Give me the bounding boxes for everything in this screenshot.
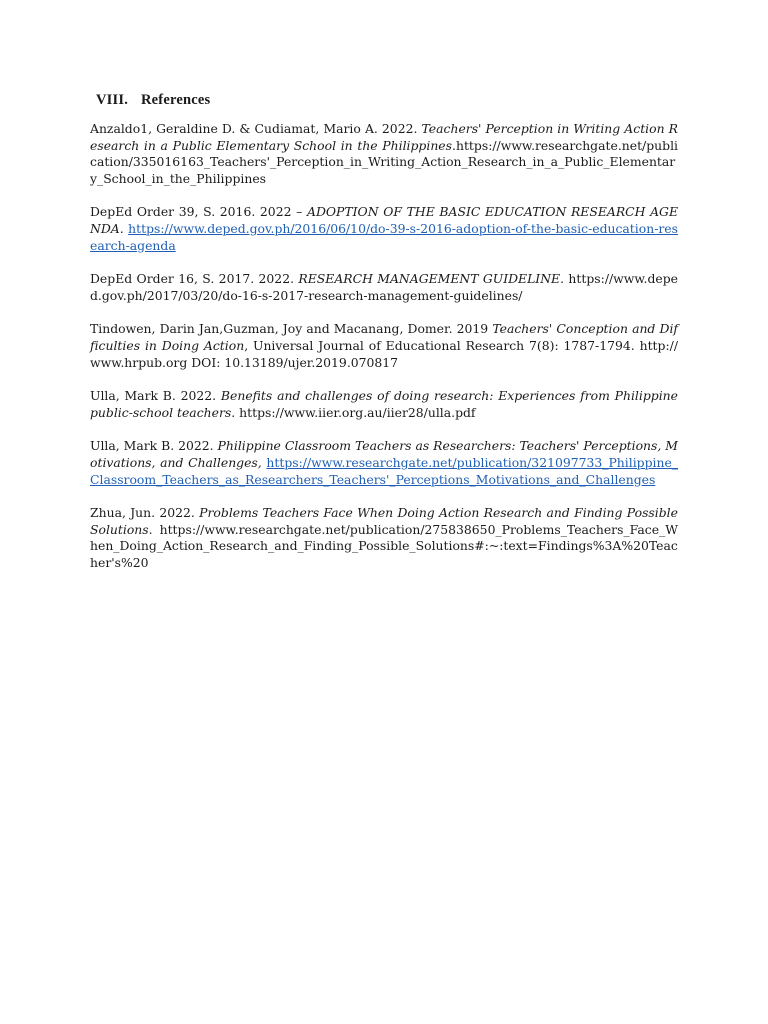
- ref-title: Problems Teachers Face When Doing Action Research and Finding Possible Solutions: [90, 505, 678, 537]
- ref-authors: Anzaldo1, Geraldine D. & Cudiamat, Mario A. 2022.: [90, 121, 422, 136]
- reference-entry: [90, 271, 678, 304]
- ref-link[interactable]: https://www.deped.gov.ph/2016/06/10/do-39-s-2016-adoption-of-the-basic-education-research-agenda: [90, 220, 678, 253]
- ref-url: https://www.researchgate.net/publication/335016163_Teachers'_Perception_in_Writing_Action_Research_in_a_Public_Elementary_School_in_the_Philippines: [90, 137, 678, 186]
- ref-authors: DepEd Order 16, S. 2017. 2022.: [90, 271, 299, 287]
- ref-title: Teachers' Conception and Difficulties in Doing Action: [90, 321, 678, 353]
- reference-entry: [90, 388, 678, 421]
- ref-link[interactable]: https://www.researchgate.net/publication/321097733_Philippine_Classroom_Teachers_as_Researchers_Teachers'_Perceptions_Motivations_and_Challenges: [90, 454, 678, 487]
- section-title: References: [141, 92, 211, 108]
- reference-entry: [90, 438, 678, 488]
- ref-trail: DOI: 10.13189/ujer.2019.070817: [187, 354, 399, 370]
- ref-authors: DepEd Order 39, S. 2016. 2022 –: [90, 204, 307, 220]
- ref-title: Teachers' Perception in Writing Action Research in a Public Elementary School in the Philippines: [90, 121, 678, 153]
- ref-url: http://www.hrpub.org: [90, 337, 678, 370]
- reference-entry: [90, 321, 678, 371]
- reference-entry: [90, 505, 678, 571]
- ref-details: .: [148, 521, 160, 537]
- ref-url: https://www.iier.org.au/iier28/ulla.pdf: [239, 404, 476, 420]
- ref-authors: Tindowen, Darin Jan,Guzman, Joy and Macanang, Domer. 2019: [90, 321, 493, 337]
- ref-authors: Ulla, Mark B. 2022.: [90, 438, 218, 454]
- ref-url: https://www.deped.gov.ph/2017/03/20/do-16-s-2017-research-management-guidelines/: [90, 271, 678, 303]
- ref-details: .: [231, 404, 240, 420]
- ref-title: Benefits and challenges of doing research: Experiences from Philippine public-school teachers: [90, 388, 678, 420]
- references-page: [90, 92, 678, 588]
- ref-title: RESEARCH MANAGEMENT GUIDELINE.: [298, 271, 565, 287]
- reference-entry: [90, 204, 678, 254]
- ref-title: Philippine Classroom Teachers as Researchers: Teachers' Perceptions, Motivations, and Challenges,: [90, 438, 678, 470]
- ref-details: , Universal Journal of Educational Research 7(8): 1787-1794.: [244, 337, 640, 353]
- ref-details: .: [452, 137, 456, 153]
- ref-url: https://www.researchgate.net/publication/275838650_Problems_Teachers_Face_When_Doing_Action_Research_and_Finding_Possible_Solutions#:~:text=Findings%3A%20Teacher's%20: [90, 521, 678, 570]
- section-heading: [96, 92, 678, 109]
- ref-authors: Zhua, Jun. 2022.: [90, 505, 200, 521]
- reference-entry: [90, 121, 678, 187]
- section-number: VIII.: [96, 92, 129, 108]
- ref-title: ADOPTION OF THE BASIC EDUCATION RESEARCH AGENDA.: [90, 204, 679, 236]
- ref-authors: Ulla, Mark B. 2022.: [90, 388, 221, 404]
